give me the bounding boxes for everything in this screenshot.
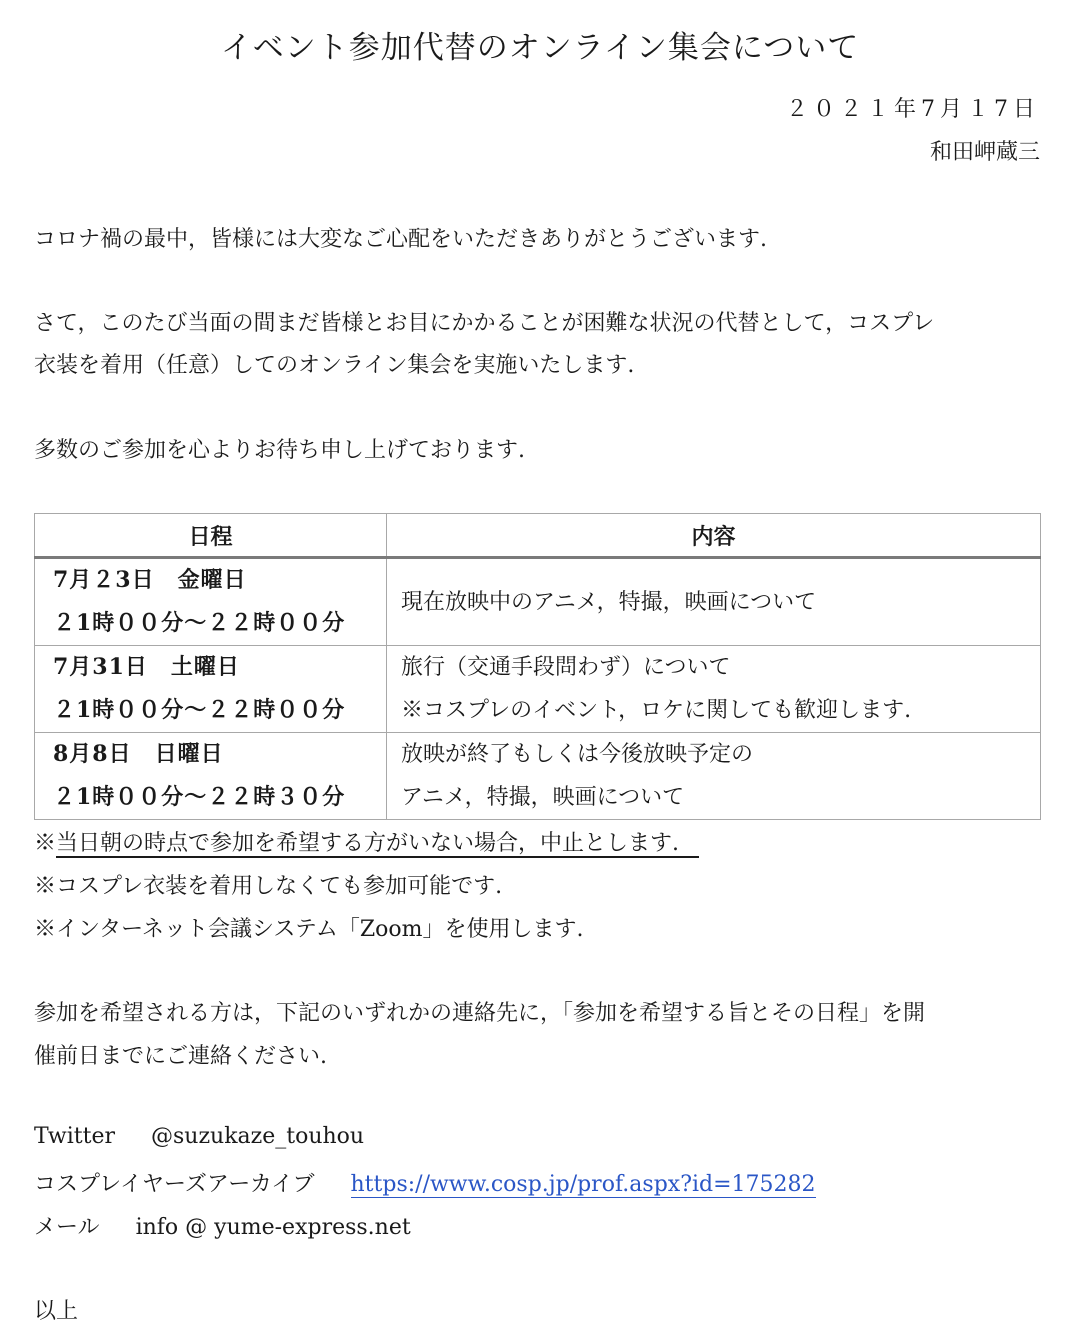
table-row bbox=[35, 646, 1041, 733]
schedule-cell bbox=[35, 733, 387, 820]
content-line: 放映が終了もしくは今後放映予定の bbox=[401, 742, 754, 767]
document-date: ２０２１年7月１7日 bbox=[786, 97, 1040, 122]
schedule-cell bbox=[35, 646, 387, 733]
note-cancellation-text: 当日朝の時点で参加を希望する方がいない場合，中止とします. bbox=[56, 831, 699, 858]
content-line: 旅行（交通手段問わず）について bbox=[401, 655, 731, 680]
contact-mail bbox=[34, 1210, 411, 1241]
invitation-paragraph: 多数のご参加を心よりお待ち申し上げております. bbox=[34, 438, 525, 463]
schedule-date: 8月8日 日曜日 bbox=[53, 741, 224, 767]
mail-address: info @ yume-express.net bbox=[135, 1215, 411, 1240]
schedule-date: 7月31日 土曜日 bbox=[53, 654, 240, 680]
content-line: 現在放映中のアニメ，特撮，映画について bbox=[401, 589, 817, 615]
document-title: イベント参加代替のオンライン集会について bbox=[220, 30, 860, 66]
header-schedule: 日程 bbox=[35, 514, 387, 558]
announcement-line-2: 衣装を着用（任意）してのオンライン集会を実施いたします. bbox=[34, 353, 635, 378]
schedule-date: 7月２3日 金曜日 bbox=[53, 567, 247, 593]
request-line-2: 催前日までにご連絡ください. bbox=[34, 1044, 327, 1069]
table-row bbox=[35, 733, 1041, 820]
content-cell bbox=[387, 733, 1041, 820]
table-header-row bbox=[35, 514, 1041, 558]
content-line: ※コスプレのイベント，ロケに関しても歓迎します. bbox=[401, 698, 912, 723]
contact-archive bbox=[34, 1167, 816, 1198]
note-cancellation bbox=[34, 826, 699, 857]
closing-text: 以上 bbox=[34, 1299, 79, 1324]
table-row bbox=[35, 558, 1041, 646]
archive-link[interactable]: https://www.cosp.jp/prof.aspx?id=175282 bbox=[350, 1172, 816, 1197]
content-cell bbox=[387, 646, 1041, 733]
schedule-time: ２1時００分〜２２時００分 bbox=[53, 697, 346, 723]
note-zoom: ※インターネット会議システム「Zoom」を使用します. bbox=[34, 917, 584, 942]
contact-twitter bbox=[34, 1124, 364, 1149]
document-author: 和田岬蔵三 bbox=[929, 140, 1040, 165]
mail-label: メール bbox=[34, 1215, 100, 1240]
request-line-1: 参加を希望される方は，下記のいずれかの連絡先に，「参加を希望する旨とその日程」を開 bbox=[34, 1001, 926, 1026]
archive-label: コスプレイヤーズアーカイブ bbox=[34, 1172, 315, 1197]
header-content: 内容 bbox=[387, 514, 1041, 558]
schedule-time: ２1時００分〜２２時３０分 bbox=[53, 784, 346, 810]
greeting-paragraph: コロナ禍の最中，皆様には大変なご心配をいただきありがとうございます. bbox=[34, 227, 767, 252]
note-mark: ※ bbox=[34, 831, 57, 856]
schedule-table bbox=[34, 513, 1041, 820]
twitter-label: Twitter bbox=[34, 1124, 115, 1149]
schedule-cell bbox=[35, 558, 387, 646]
content-cell bbox=[387, 558, 1041, 646]
note-costume: ※コスプレ衣装を着用しなくても参加可能です. bbox=[34, 874, 503, 899]
announcement-line-1: さて，このたび当面の間まだ皆様とお目にかかることが困難な状況の代替として，コスプレ bbox=[34, 311, 935, 336]
schedule-time: ２1時００分〜２２時００分 bbox=[53, 610, 346, 636]
twitter-handle: @suzukaze_touhou bbox=[150, 1124, 365, 1149]
content-line: アニメ，特撮，映画について bbox=[401, 785, 685, 810]
